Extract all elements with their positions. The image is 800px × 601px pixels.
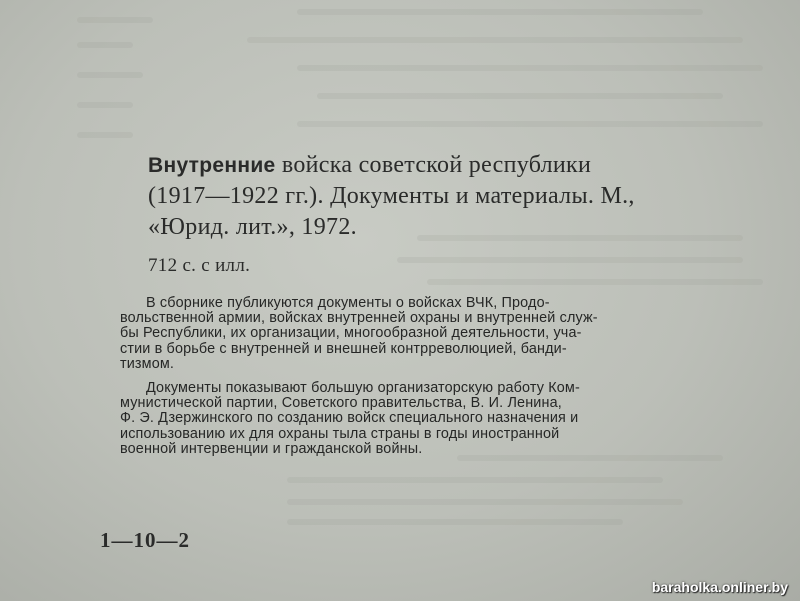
index-code: 1—10—2 — [100, 528, 190, 552]
annotation-paragraph-1 — [120, 296, 726, 372]
annotation-line: военной интервенции и гражданской войны. — [120, 440, 423, 457]
annotation-line: Документы показывают большую организаторскую работу Ком- — [146, 380, 580, 396]
annotation-line: мунистической партии, Советского правительства, В. И. Ленина, — [120, 395, 562, 412]
annotation-line: бы Республики, их организации, многообразной деятельности, уча- — [120, 325, 582, 342]
title-line-1 — [148, 150, 748, 181]
page-count: 712 с. с илл. — [148, 255, 251, 276]
annotation-line: тизмом. — [120, 355, 175, 372]
watermark: baraholka.onliner.by — [651, 579, 788, 595]
title-line-1-rest: войска советской республики — [281, 152, 592, 178]
title-line-3: «Юрид. лит.», 1972. — [148, 214, 357, 240]
annotation-line: вольственной армии, войсках внутренней охраны и внутренней служ- — [120, 310, 598, 327]
annotation-line: Ф. Э. Дзержинского по созданию войск специального назначения и — [120, 410, 579, 427]
title-line-2: (1917—1922 гг.). Документы и материалы. М., — [148, 183, 635, 209]
bibliographic-entry — [148, 150, 748, 243]
annotation-line: использованию их для охраны тыла страны в годы иностранной — [120, 425, 560, 442]
annotation-line: В сборнике публикуются документы о войсках ВЧК, Продо- — [146, 295, 550, 311]
title-lead-word: Внутренние — [148, 154, 276, 177]
annotation-line: стии в борьбе с внутренней и внешней контрреволюцией, банди- — [120, 340, 567, 357]
annotation-paragraph-2 — [120, 381, 726, 457]
